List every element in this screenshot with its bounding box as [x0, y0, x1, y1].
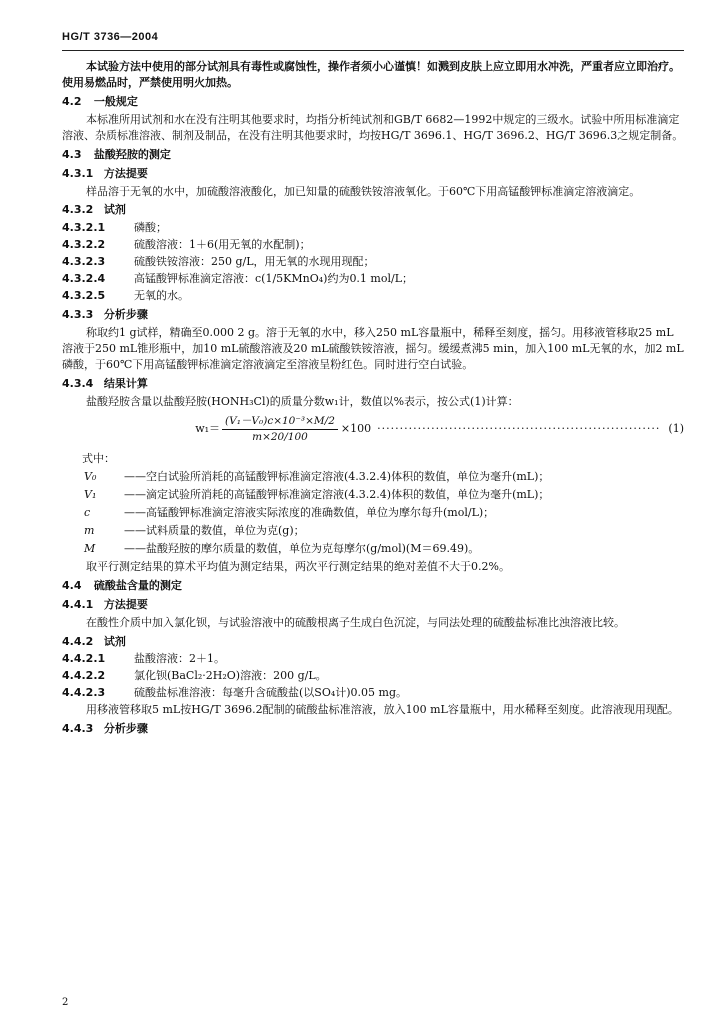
reagent-list-4-3-2: [62, 220, 684, 304]
safety-warning: 本试验方法中使用的部分试剂具有毒性或腐蚀性，操作者须小心谨慎！如溅到皮肤上应立即用水冲洗，严重者应立即治疗。使用易燃品时，严禁使用明火加热。: [62, 59, 680, 89]
subsection-title: 方法提要: [103, 597, 148, 611]
subsection-number: 4.3.1: [62, 166, 94, 180]
section-heading-4-4: [62, 578, 684, 594]
item-text: 硫酸铁铵溶液：250 g/L，用无氧的水现用现配；: [134, 255, 375, 269]
item-text: 硫酸盐标准溶液：每毫升含硫酸盐(以SO₄计)0.05 mg。: [134, 686, 408, 700]
item-text: 硫酸溶液：1＋6(用无氧的水配制)；: [134, 238, 311, 252]
subsection-number: 4.4.1: [62, 597, 94, 611]
item-text: 氯化钡(BaCl₂·2H₂O)溶液：200 g/L。: [134, 669, 327, 683]
calculation-intro: 盐酸羟胺含量以盐酸羟胺(HONH₃Cl)的质量分数w₁计，数值以%表示，按公式(1)计算：: [86, 394, 519, 408]
item-number: 4.3.2.5: [62, 289, 106, 303]
symbol-list: [62, 469, 684, 557]
symbol: V₀: [84, 470, 97, 484]
section-title: 盐酸羟胺的测定: [93, 147, 171, 161]
reagent-item: [62, 288, 684, 304]
formula-fraction: [222, 414, 338, 445]
symbol: V₁: [84, 488, 97, 501]
symbol-description: ——高锰酸钾标准滴定溶液实际浓度的准确数值，单位为摩尔每升(mol/L)；: [124, 505, 495, 519]
item-text: 无氧的水。: [134, 289, 189, 303]
formula-1: [62, 414, 684, 445]
document-page: [62, 30, 684, 739]
subsection-heading-4-4-2: [62, 634, 684, 650]
subsection-title: 分析步骤: [103, 722, 148, 736]
section-heading-4-3: [62, 147, 684, 163]
symbol: m: [84, 523, 95, 537]
formula-lhs: w₁＝: [195, 422, 221, 436]
subsection-heading-4-4-3: [62, 721, 684, 737]
subsection-title: 试剂: [103, 634, 126, 648]
subsection-heading-4-3-4: [62, 376, 684, 392]
subsection-title: 结果计算: [103, 376, 148, 390]
reagent-item: [62, 220, 684, 236]
symbol: M: [84, 541, 96, 555]
symbol-definition: [62, 505, 684, 521]
formula-numerator: (V₁－V₀)c×10⁻³×M/2: [222, 414, 338, 430]
principle-text: 样品溶于无氧的水中，加硫酸溶液酸化，加已知量的硫酸铁铵溶液氧化。于60℃下用高锰酸钾标准滴定溶液滴定。: [86, 184, 641, 198]
formula-denominator: m×20/100: [252, 430, 308, 443]
section-title: 硫酸盐含量的测定: [93, 578, 182, 592]
symbol: c: [84, 505, 91, 519]
item-number: 4.4.2.1: [62, 652, 106, 666]
item-number: 4.3.2.1: [62, 221, 106, 235]
procedure-text: 称取约1 g试样，精确至0.000 2 g。溶于无氧的水中，移入250 mL容量瓶中，稀释至刻度，摇匀。用移液管移取25 mL溶液于250 mL锥形瓶中，加10 mL硫酸溶液及20 mL硫酸铁铵溶液，摇匀。缓缓煮沸5 min，加入100 mL无氧的水，加2 mL磷酸，于60℃下用高锰酸钾标准滴定溶液滴定至溶液呈粉红色。同时进行空白试验。: [62, 326, 684, 371]
formula-multiplier: ×100: [340, 422, 372, 436]
page-number: 2: [62, 997, 69, 1008]
subsection-number: 4.4.3: [62, 722, 94, 736]
section-title: 一般规定: [93, 94, 138, 108]
section-heading-4-2: [62, 94, 684, 110]
reagent-item: [62, 685, 684, 701]
item-text: 磷酸；: [134, 221, 167, 235]
header-rule: [62, 50, 684, 51]
item-text: 盐酸溶液：2＋1。: [134, 652, 225, 666]
symbol-definition: [62, 523, 684, 539]
subsection-number: 4.4.2: [62, 634, 94, 648]
subsection-number: 4.3.2: [62, 203, 94, 217]
subsection-title: 方法提要: [103, 166, 148, 180]
section-number: 4.3: [62, 147, 82, 161]
subsection-title: 试剂: [103, 203, 126, 217]
item-number: 4.3.2.3: [62, 255, 106, 269]
subsection-heading-4-3-2: [62, 202, 684, 218]
symbol-description: ——试料质量的数值，单位为克(g)；: [124, 523, 305, 537]
item-number: 4.4.2.3: [62, 686, 106, 700]
formula-number: (1): [668, 422, 684, 436]
item-number: 4.4.2.2: [62, 669, 106, 683]
subsection-number: 4.3.3: [62, 308, 94, 322]
symbol-definition: [62, 487, 684, 503]
item-text: 高锰酸钾标准滴定溶液：c(1/5KMnO₄)约为0.1 mol/L；: [134, 272, 414, 286]
symbol-description: ——盐酸羟胺的摩尔质量的数值，单位为克每摩尔(g/mol)(M＝69.49)。: [124, 541, 480, 555]
document-code: HG/T 3736—2004: [62, 31, 159, 43]
reagent-item: [62, 237, 684, 253]
where-label: 式中：: [82, 452, 115, 466]
subsection-heading-4-4-1: [62, 597, 684, 613]
principle-text: 在酸性介质中加入氯化钡，与试验溶液中的硫酸根离子生成白色沉淀，与同法处理的硫酸盐标准比浊溶液比较。: [86, 615, 625, 629]
reagent-list-4-4-2: [62, 651, 684, 701]
symbol-definition: [62, 541, 684, 557]
symbol-definition: [62, 469, 684, 485]
reagent-item: [62, 271, 684, 287]
symbol-description: ——滴定试验所消耗的高锰酸钾标准滴定溶液(4.3.2.4)体积的数值，单位为毫升(mL)；: [124, 488, 550, 501]
subsection-title: 分析步骤: [103, 308, 148, 322]
section-number: 4.4: [62, 578, 82, 592]
general-rules-text: 本标准所用试剂和水在没有注明其他要求时，均指分析纯试剂和GB/T 6682—1992中规定的三级水。试验中所用标准滴定溶液、杂质标准溶液、制剂及制品，在没有注明其他要求时，均按HG/T 3696.1、HG/T 3696.2、HG/T 3696.3之规定制备。: [62, 112, 684, 142]
section-number: 4.2: [62, 94, 82, 108]
result-conclusion: 取平行测定结果的算术平均值为测定结果，两次平行测定结果的绝对差值不大于0.2%。: [86, 559, 510, 573]
reagent-item: [62, 651, 684, 667]
subsection-heading-4-3-3: [62, 307, 684, 323]
standard-solution-note: 用移液管移取5 mL按HG/T 3696.2配制的硫酸盐标准溶液，放入100 mL容量瓶中，用水稀释至刻度。此溶液现用现配。: [86, 703, 679, 717]
reagent-item: [62, 668, 684, 684]
formula-leader-dots: ·······························································: [377, 422, 661, 436]
reagent-item: [62, 254, 684, 270]
symbol-description: ——空白试验所消耗的高锰酸钾标准滴定溶液(4.3.2.4)体积的数值，单位为毫升(mL)；: [124, 470, 550, 484]
item-number: 4.3.2.4: [62, 272, 106, 286]
subsection-number: 4.3.4: [62, 376, 94, 390]
item-number: 4.3.2.2: [62, 238, 106, 252]
subsection-heading-4-3-1: [62, 166, 684, 182]
